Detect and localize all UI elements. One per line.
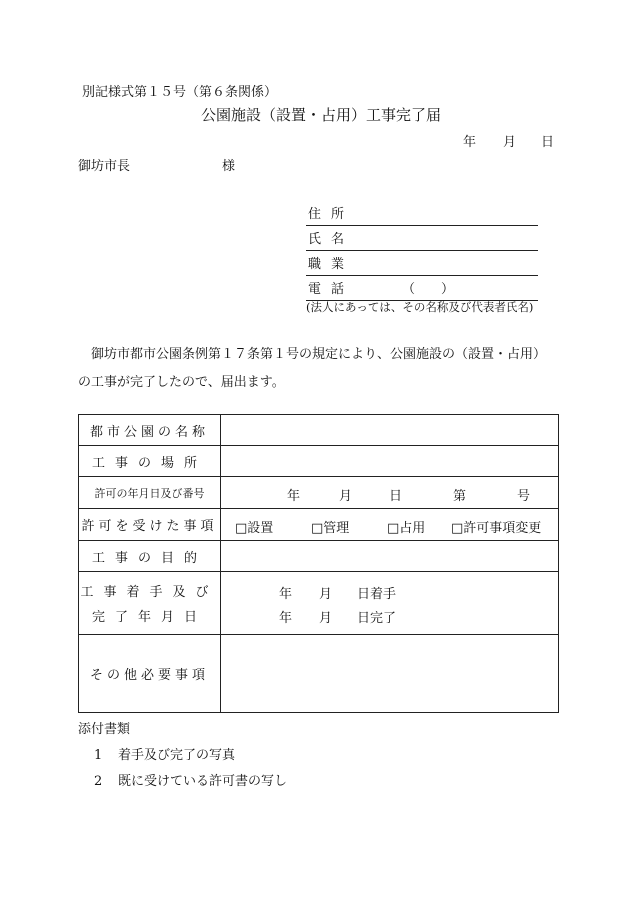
- date-year-label: 年: [463, 135, 477, 150]
- other-input[interactable]: [221, 635, 559, 713]
- end-year-label: 年: [279, 611, 293, 626]
- phone-field[interactable]: [306, 276, 538, 301]
- start-day-label: 日着手: [357, 587, 397, 602]
- form-number: 別記様式第１５号（第６条関係）: [82, 85, 278, 100]
- other-label: その他必要事項: [89, 668, 209, 683]
- attachments-heading: 添付書類: [78, 722, 131, 737]
- permit-month-label: 月: [339, 489, 353, 504]
- table-label-cell: [79, 541, 221, 572]
- table-label-cell: [79, 635, 221, 713]
- phone-label: 電話: [308, 282, 355, 297]
- table-label-cell: [79, 415, 221, 446]
- checkbox-management[interactable]: □管理: [311, 521, 350, 536]
- body-text: [78, 341, 558, 397]
- addressee-name: 御坊市長: [78, 159, 131, 174]
- table-row: [79, 446, 559, 477]
- table-row: [79, 572, 559, 635]
- permitted-items-cell: [221, 509, 559, 541]
- table-row: [79, 509, 559, 541]
- permit-date-label: 許可の年月日及び番号: [94, 486, 205, 500]
- table-label-cell: [79, 572, 221, 635]
- table-row: [79, 541, 559, 572]
- corporation-note: (法人にあっては、その名称及び代表者氏名): [306, 300, 534, 314]
- checkbox-installation[interactable]: □設置: [235, 521, 274, 536]
- purpose-input[interactable]: [221, 541, 559, 572]
- attachment-number: 2: [94, 774, 103, 789]
- location-label: 工事の場所: [91, 455, 207, 471]
- attachment-text: 既に受けている許可書の写し: [118, 774, 288, 789]
- permit-day-label: 日: [389, 489, 403, 504]
- occupation-label: 職業: [308, 257, 355, 272]
- attachment-item: [78, 744, 287, 763]
- phone-area-code: （ ）: [402, 282, 455, 297]
- table-row: [79, 477, 559, 509]
- permit-date-cell[interactable]: [221, 477, 559, 509]
- applicant-fields: [306, 201, 538, 301]
- attachments: [78, 718, 287, 789]
- name-field[interactable]: [306, 226, 538, 251]
- start-month-label: 月: [319, 587, 333, 602]
- permit-year-label: 年: [287, 489, 301, 504]
- dates-label-line1: 工事着手及び: [80, 585, 219, 600]
- dates-cell[interactable]: [221, 572, 559, 635]
- addressee: [78, 155, 235, 174]
- end-day-label: 日完了: [357, 611, 397, 626]
- table-label-cell: [79, 446, 221, 477]
- table-row: [79, 415, 559, 446]
- location-input[interactable]: [221, 446, 559, 477]
- checkbox-permit-change[interactable]: □許可事項変更: [451, 521, 542, 536]
- park-name-input[interactable]: [221, 415, 559, 446]
- permit-go-label: 号: [517, 489, 531, 504]
- attachment-number: 1: [94, 748, 103, 763]
- attachment-text: 着手及び完了の写真: [118, 748, 236, 763]
- date-day-label: 日: [541, 135, 555, 150]
- permit-dai-label: 第: [453, 489, 467, 504]
- start-year-label: 年: [279, 587, 293, 602]
- checkbox-occupancy[interactable]: □占用: [387, 521, 426, 536]
- table-row: [79, 635, 559, 713]
- table-label-cell: [79, 477, 221, 509]
- honorific: 様: [222, 159, 236, 174]
- purpose-label: 工事の目的: [91, 550, 207, 566]
- name-label: 氏名: [308, 232, 355, 247]
- table-label-cell: [79, 509, 221, 541]
- park-name-label: 都市公園の名称: [89, 424, 209, 440]
- dates-label-line2: 完了年月日: [91, 610, 207, 625]
- end-month-label: 月: [319, 611, 333, 626]
- occupation-field[interactable]: [306, 251, 538, 276]
- body-paragraph: 御坊市都市公園条例第１７条第１号の規定により、公園施設の（設置・占用）の工事が完了したので、届出ます。: [78, 347, 547, 390]
- completion-table: [78, 414, 559, 713]
- date-month-label: 月: [503, 135, 517, 150]
- address-label: 住所: [308, 207, 355, 222]
- permitted-items-label: 許可を受けた事項: [81, 519, 218, 534]
- page-title: 公園施設（設置・占用）工事完了届: [200, 106, 441, 124]
- address-field[interactable]: [306, 201, 538, 226]
- attachment-item: [78, 770, 287, 789]
